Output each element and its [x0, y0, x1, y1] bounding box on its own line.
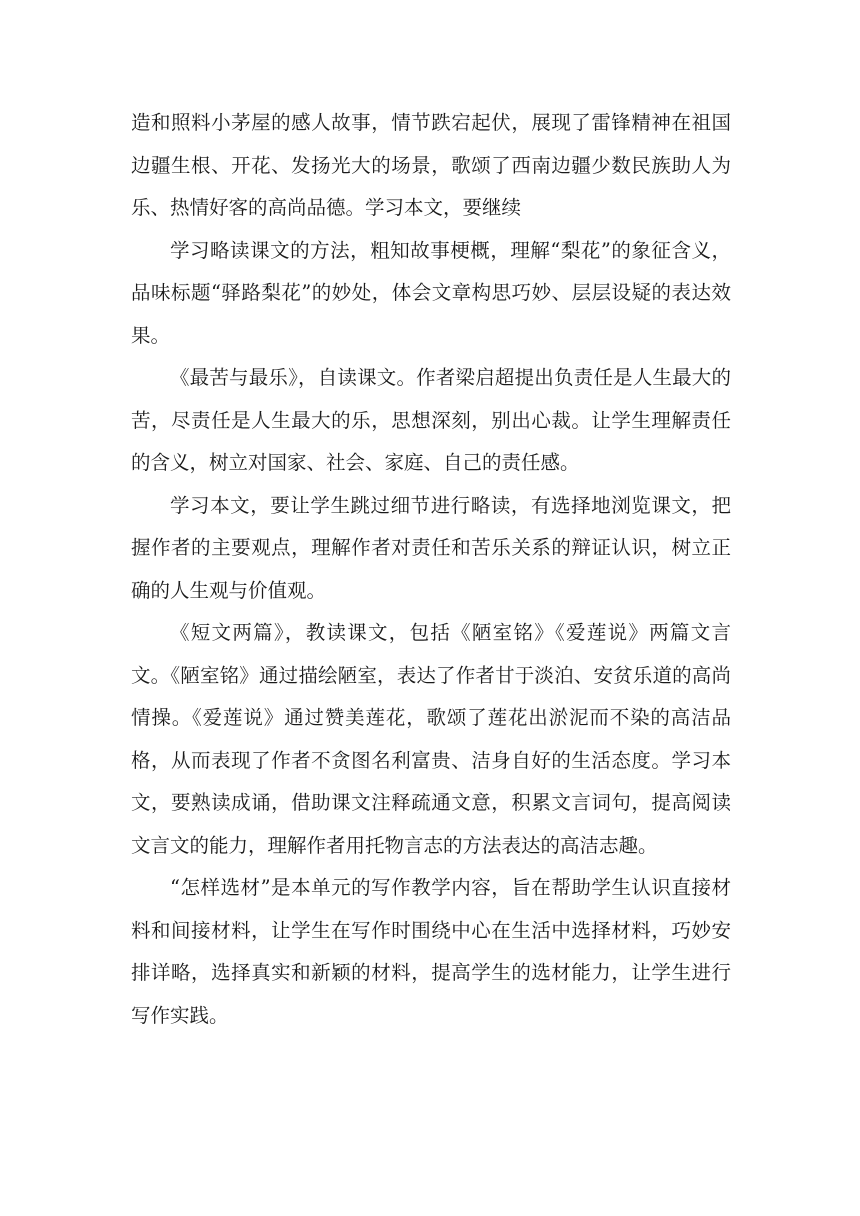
paragraph-duanwen-liangpian: 《短文两篇》，教读课文，包括《陋室铭》《爱莲说》两篇文言文。《陋室铭》通过描绘陋室，表达了作者甘于淡泊、安贫乐道的高尚情操。《爱莲说》通过赞美莲花，歌颂了莲花出淤泥而不染的高洁品格，从而表现了作者不贪图名利富贵、洁身自好的生活态度。学习本文，要熟读成诵，借助课文注释疏通文意，积累文言词句，提高阅读文言文的能力，理解作者用托物言志的方法表达的高洁志趣。: [131, 621, 731, 857]
paragraph-continued: 造和照料小茅屋的感人故事，情节跌宕起伏，展现了雷锋精神在祖国边疆生根、开花、发扬光大的场景，歌颂了西南边疆少数民族助人为乐、热情好客的高尚品德。学习本文，要继续: [131, 111, 731, 219]
paragraph-study-goals: 学习本文，要让学生跳过细节进行略读，有选择地浏览课文，把握作者的主要观点，理解作者对责任和苦乐关系的辩证认识，树立正确的人生观与价值观。: [131, 493, 731, 602]
paragraph-writing-lesson: “怎样选材”是本单元的写作教学内容，旨在帮助学生认识直接材料和间接材料，让学生在写作时围绕中心在生活中选择材料，巧妙安排详略，选择真实和新颖的材料，提高学生的选材能力，让学生进行写作实践。: [131, 876, 731, 1027]
paragraph-reading-method: 学习略读课文的方法，粗知故事梗概，理解“梨花”的象征含义，品味标题“驿路梨花”的妙处，体会文章构思巧妙、层层设疑的表达效果。: [131, 238, 731, 347]
paragraph-zuiku-yu-zuile: 《最苦与最乐》，自读课文。作者梁启超提出负责任是人生最大的苦，尽责任是人生最大的乐，思想深刻，别出心裁。让学生理解责任的含义，树立对国家、社会、家庭、自己的责任感。: [131, 366, 731, 474]
document-page: [131, 102, 731, 1037]
